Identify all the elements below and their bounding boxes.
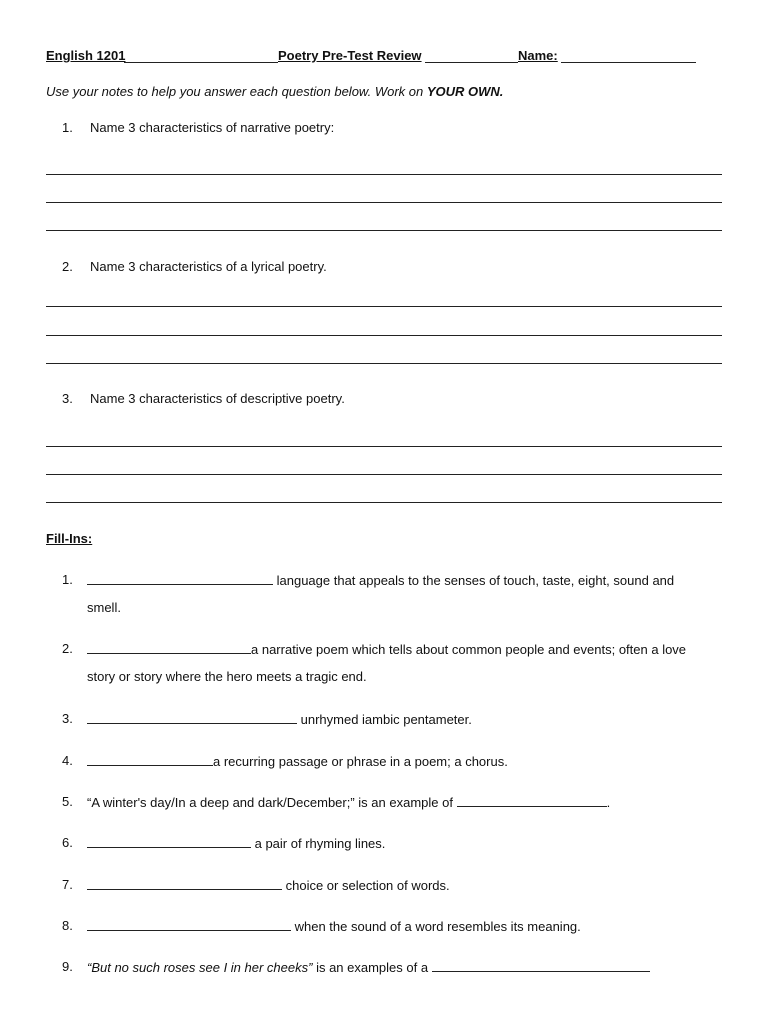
fill-in-number: 8. (62, 918, 73, 933)
fill-in-number: 9. (62, 959, 73, 974)
answer-blank[interactable] (87, 641, 251, 654)
answer-blank[interactable] (432, 959, 650, 972)
fill-in-text (87, 572, 674, 588)
answer-line[interactable] (46, 306, 722, 307)
fill-in-text (87, 835, 385, 851)
fill-in-number: 3. (62, 711, 73, 726)
fill-in-after: when the sound of a word resembles its meaning. (291, 919, 581, 934)
question-text: Name 3 characteristics of narrative poetry: (90, 120, 335, 135)
fill-in-number: 6. (62, 835, 73, 850)
fill-in-number: 7. (62, 877, 73, 892)
question-number: 1. (62, 120, 73, 135)
fill-in-text (87, 877, 450, 893)
worksheet-title: Poetry Pre-Test Review (278, 48, 422, 63)
answer-line[interactable] (46, 363, 722, 364)
fill-in-quote: “But no such roses see I in her cheeks” (87, 960, 313, 975)
answer-blank[interactable] (87, 918, 291, 931)
fill-in-text (87, 711, 472, 727)
fill-in-text (87, 794, 610, 810)
fill-in-text (87, 641, 686, 657)
fill-in-after: a pair of rhyming lines. (251, 836, 386, 851)
answer-line[interactable] (46, 230, 722, 231)
fill-in-number: 1. (62, 572, 73, 587)
instructions (46, 84, 503, 99)
question-number: 3. (62, 391, 73, 406)
fill-in-text (87, 753, 508, 769)
name-field-line[interactable] (561, 62, 696, 63)
question-text: Name 3 characteristics of descriptive poetry. (90, 391, 345, 406)
fill-in-before: is an examples of a (312, 960, 432, 975)
fill-in-after: a recurring passage or phrase in a poem; a chorus. (213, 754, 508, 769)
fill-in-text (87, 918, 581, 934)
answer-line[interactable] (46, 474, 722, 475)
fill-in-number: 4. (62, 753, 73, 768)
question-number: 2. (62, 259, 73, 274)
title-name-underline (425, 62, 518, 63)
fill-in-after: language that appeals to the senses of touch, taste, eight, sound and (273, 573, 675, 588)
answer-line[interactable] (46, 335, 722, 336)
fill-in-number: 2. (62, 641, 73, 656)
fill-in-after: . (606, 795, 611, 810)
answer-line[interactable] (46, 502, 722, 503)
fill-in-continuation: smell. (87, 600, 121, 615)
fill-ins-heading: Fill-Ins: (46, 531, 93, 546)
answer-blank[interactable] (87, 835, 251, 848)
course-title-underline (124, 62, 278, 63)
fill-in-after: choice or selection of words. (282, 878, 450, 893)
fill-in-text (87, 959, 650, 975)
answer-blank[interactable] (87, 572, 273, 585)
course-label: English 1201 (46, 48, 126, 63)
name-label: Name: (518, 48, 558, 63)
answer-blank[interactable] (87, 753, 213, 766)
fill-in-before: “A winter's day/In a deep and dark/December;” is an example of (87, 795, 457, 810)
instructions-text: Use your notes to help you answer each question below. Work on (46, 84, 427, 99)
fill-in-after: unrhymed iambic pentameter. (297, 712, 472, 727)
answer-blank[interactable] (87, 877, 282, 890)
answer-line[interactable] (46, 174, 722, 175)
answer-blank[interactable] (457, 794, 607, 807)
answer-blank[interactable] (87, 711, 297, 724)
instructions-emphasis: YOUR OWN. (426, 84, 504, 99)
fill-in-continuation: story or story where the hero meets a tragic end. (87, 669, 367, 684)
answer-line[interactable] (46, 446, 722, 447)
question-text: Name 3 characteristics of a lyrical poetry. (90, 259, 327, 274)
fill-in-after: a narrative poem which tells about common people and events; often a love (251, 642, 687, 657)
answer-line[interactable] (46, 202, 722, 203)
fill-in-number: 5. (62, 794, 73, 809)
